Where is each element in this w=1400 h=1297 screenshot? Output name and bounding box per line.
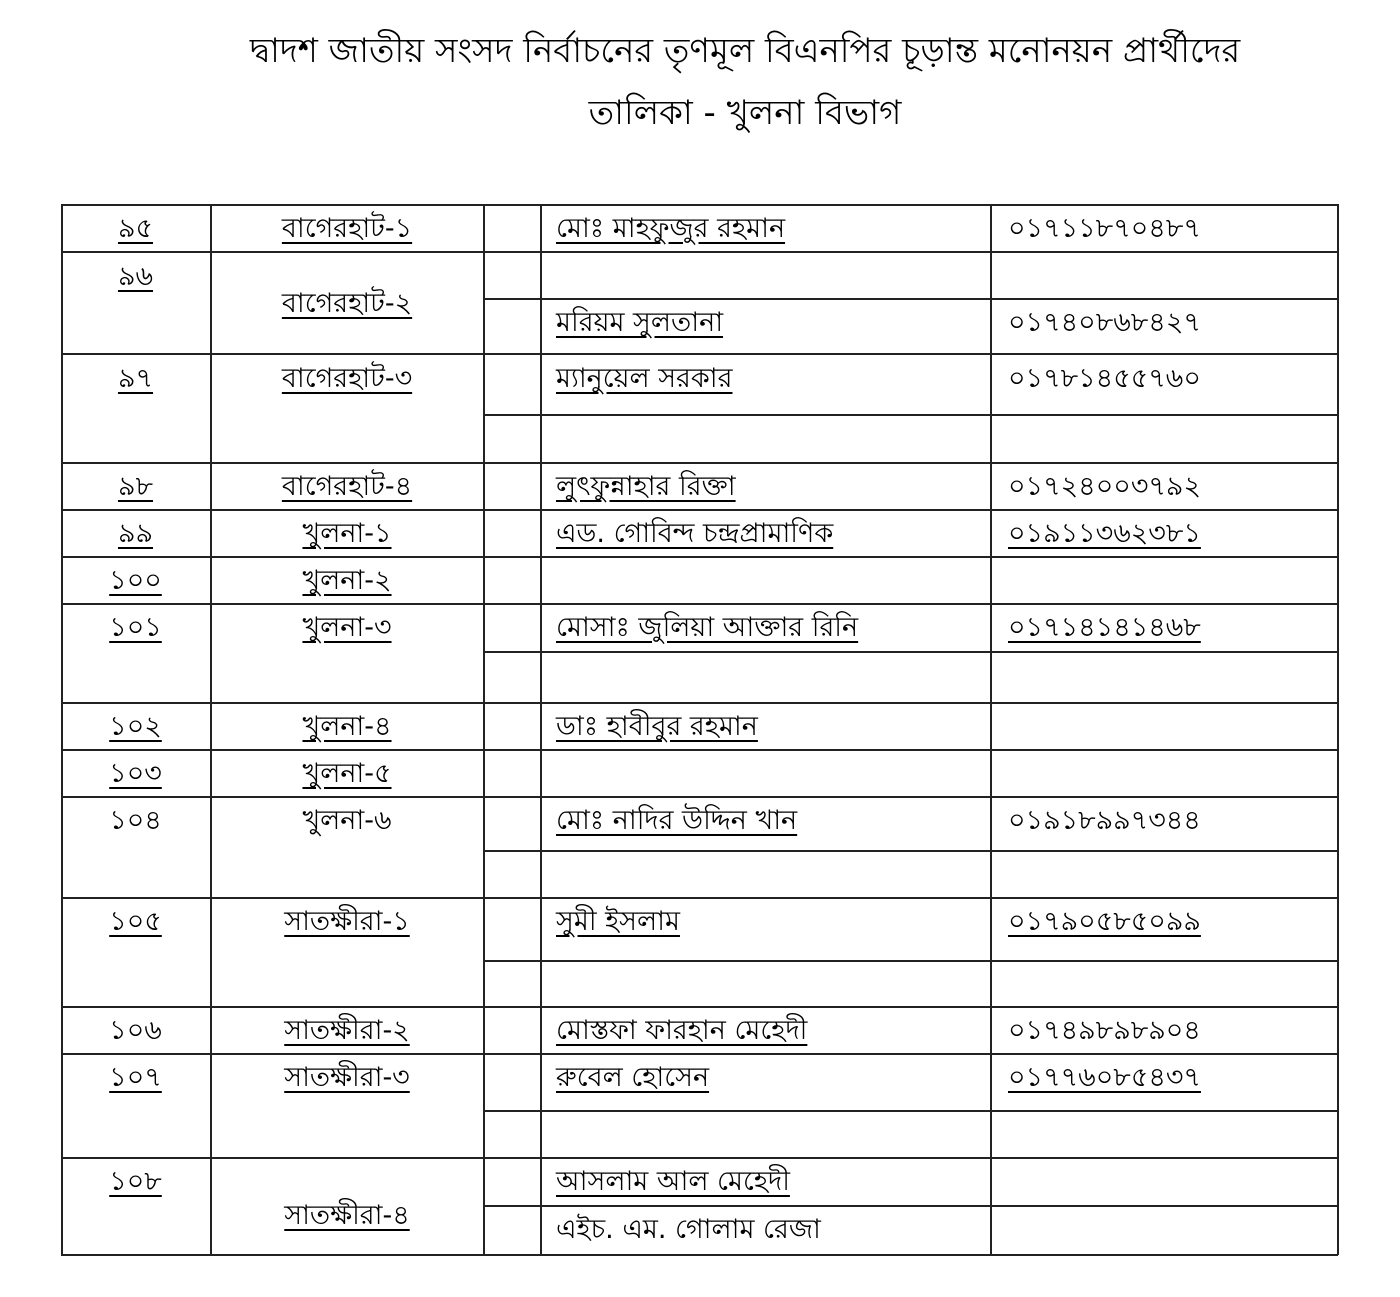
candidate-name: মোস্তফা ফারহান মেহেদী bbox=[556, 1015, 808, 1046]
phone-number: ০১৭২৪০০৩৭৯২ bbox=[1008, 471, 1202, 502]
candidate-name: লুৎফুন্নাহার রিক্তা bbox=[556, 471, 736, 502]
constituency: সাতক্ষীরা-৪ bbox=[284, 1200, 410, 1231]
serial-number: ১০৫ bbox=[109, 906, 162, 937]
sub-row-divider bbox=[483, 414, 1338, 416]
serial-number: ৯৮ bbox=[117, 471, 154, 502]
candidate-name: সুমী ইসলাম bbox=[556, 906, 680, 937]
serial-number: ১০৬ bbox=[109, 1015, 162, 1046]
table-border-bottom bbox=[61, 1254, 1338, 1256]
candidate-name: মোঃ নাদির উদ্দিন খান bbox=[556, 805, 798, 836]
phone-number: ০১৯১৮৯৯৭৩৪৪ bbox=[1008, 805, 1201, 836]
phone-number: ০১৭৯০৫৮৫০৯৯ bbox=[1008, 906, 1201, 937]
constituency: খুলনা-৫ bbox=[302, 758, 392, 789]
serial-number: ১০৮ bbox=[109, 1166, 162, 1197]
phone-number: ০১৭৭৬০৮৫৪৩৭ bbox=[1008, 1062, 1201, 1093]
column-divider-blank-name bbox=[540, 204, 542, 1255]
phone-number: ০১৭১৪১৪১৪৬৮ bbox=[1008, 612, 1201, 643]
constituency: বাগেরহাট-১ bbox=[281, 213, 413, 244]
candidate-name: ডাঃ হাবীবুর রহমান bbox=[556, 711, 758, 742]
candidate-name: এড. গোবিন্দ চন্দ্রপ্রামাণিক bbox=[556, 518, 834, 549]
serial-number: ১০৭ bbox=[109, 1062, 162, 1093]
serial-number: ১০০ bbox=[109, 565, 162, 596]
phone-number: ০১৭১১৮৭০৪৮৭ bbox=[1008, 213, 1201, 244]
constituency: খুলনা-২ bbox=[302, 565, 392, 596]
phone-number: ০১৭৪৯৮৯৮৯০৪ bbox=[1008, 1015, 1201, 1046]
phone-number: ০১৯১১৩৬২৩৮১ bbox=[1008, 518, 1201, 549]
document-title-line-2: তালিকা - খুলনা বিভাগ bbox=[588, 93, 902, 133]
serial-number: ৯৫ bbox=[117, 213, 154, 244]
serial-number: ১০২ bbox=[109, 711, 162, 742]
serial-number: ১০১ bbox=[109, 612, 162, 643]
serial-number: ৯৬ bbox=[117, 261, 154, 292]
constituency: বাগেরহাট-৩ bbox=[281, 363, 413, 394]
candidate-name: ম্যানুয়েল সরকার bbox=[556, 363, 733, 394]
sub-row-divider bbox=[483, 1110, 1338, 1112]
constituency: খুলনা-৪ bbox=[302, 711, 392, 742]
constituency: খুলনা-৬ bbox=[302, 805, 392, 836]
candidate-name: রুবেল হোসেন bbox=[556, 1062, 710, 1093]
constituency: সাতক্ষীরা-২ bbox=[284, 1015, 410, 1046]
phone-number: ০১৭৪০৮৬৮৪২৭ bbox=[1008, 307, 1201, 338]
table-border-right bbox=[1337, 204, 1339, 1255]
row-divider bbox=[61, 353, 1338, 355]
constituency: বাগেরহাট-৪ bbox=[281, 471, 413, 502]
candidate-name: আসলাম আল মেহেদী bbox=[556, 1166, 790, 1197]
constituency: বাগেরহাট-২ bbox=[281, 288, 413, 319]
candidate-name: মরিয়ম সুলতানা bbox=[556, 307, 724, 338]
phone-number: ০১৭৮১৪৫৫৭৬০ bbox=[1008, 363, 1201, 394]
candidate-name: মোঃ মাহফুজুর রহমান bbox=[556, 213, 786, 244]
sub-row-divider bbox=[483, 651, 1338, 653]
column-divider-name-phone bbox=[990, 204, 992, 1255]
candidate-name: মোসাঃ জুলিয়া আক্তার রিনি bbox=[556, 612, 859, 643]
document-title-line-1: দ্বাদশ জাতীয় সংসদ নির্বাচনের তৃণমূল বিএনপির চূড়ান্ত মনোনয়ন প্রার্থীদের bbox=[249, 31, 1241, 71]
constituency: খুলনা-১ bbox=[302, 518, 392, 549]
constituency: খুলনা-৩ bbox=[302, 612, 392, 643]
candidate-name-second: এইচ. এম. গোলাম রেজা bbox=[556, 1214, 821, 1245]
serial-number: ৯৯ bbox=[117, 518, 154, 549]
constituency: সাতক্ষীরা-৩ bbox=[284, 1062, 410, 1093]
constituency: সাতক্ষীরা-১ bbox=[284, 906, 410, 937]
serial-number: ১০৪ bbox=[109, 805, 162, 836]
serial-number: ৯৭ bbox=[117, 363, 154, 394]
serial-number: ১০৩ bbox=[109, 758, 162, 789]
sub-row-divider bbox=[483, 960, 1338, 962]
sub-row-divider bbox=[483, 850, 1338, 852]
column-divider-seat-blank bbox=[483, 204, 485, 1255]
